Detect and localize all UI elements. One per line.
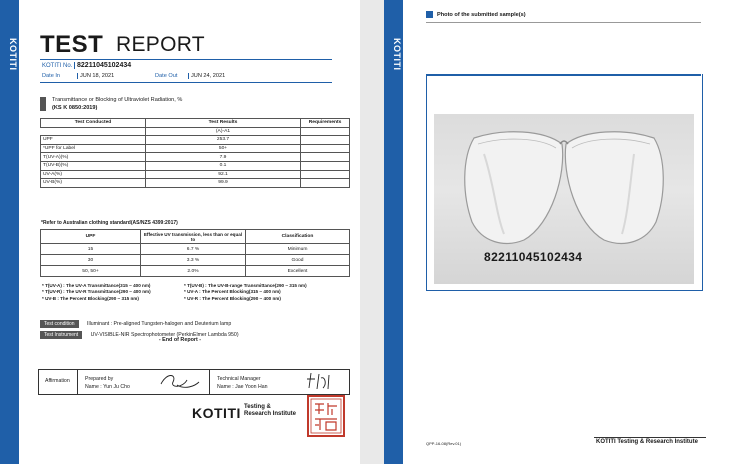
- row-name: UPF: [41, 136, 146, 145]
- prepared-by-label: Prepared by: [85, 376, 114, 382]
- table-row: [41, 127, 350, 136]
- photo-caption: 82211045102434: [484, 250, 583, 264]
- date-out-label: Date Out: [155, 73, 178, 79]
- note-item: * T(UV-A) : The UV-A Transmittance(315 ~ 400 nm): [42, 283, 151, 288]
- class-label: Good: [246, 255, 350, 266]
- footer-institute: [244, 404, 296, 418]
- affirmation-label: Affirmation: [45, 378, 70, 384]
- header-rule: [40, 59, 332, 60]
- results-table: [40, 118, 350, 188]
- sample-label: (A)-A1: [146, 127, 301, 136]
- table-row: [41, 266, 350, 277]
- report-number-row: [42, 62, 131, 69]
- photo-title: Photo of the submitted sample(s): [437, 12, 526, 18]
- classification-table: [40, 229, 350, 277]
- report-page-1: [0, 0, 360, 464]
- table-row: [41, 179, 350, 188]
- tech-manager-name: Name : Jae Yoon Han: [217, 384, 268, 390]
- date-out-row: [155, 73, 226, 79]
- col-upf: UPF: [41, 230, 141, 244]
- class-transmission: 6.7 %: [141, 244, 246, 255]
- test-instrument-text: UV-VISIBLE-NIR Spectrophotometer (PerkinElmer Lambda 950): [90, 332, 239, 338]
- report-page-2: [384, 0, 750, 464]
- title-test: TEST: [40, 31, 104, 58]
- tech-manager-signature: [301, 370, 341, 392]
- class-upf: 30: [41, 255, 141, 266]
- col-requirements: Requirements: [301, 119, 350, 128]
- class-upf: 50, 50+: [41, 266, 141, 277]
- class-label: Excellent: [246, 266, 350, 277]
- prepared-signature: [157, 370, 202, 392]
- affirmation-box: [38, 369, 350, 395]
- side-brand-bar: [0, 0, 19, 464]
- footer-institute-line1: Testing &: [244, 404, 271, 410]
- col-effective-transmission: Effective UV transmission, less than or equal to: [141, 230, 246, 244]
- report-number-label: KOTITI No.: [42, 63, 73, 69]
- table-row: [41, 255, 350, 266]
- row-value: 253.7: [146, 136, 301, 145]
- photo-title-rule: [426, 22, 701, 23]
- class-upf: 15: [41, 244, 141, 255]
- row-name: T(UV-B)(%): [41, 161, 146, 170]
- date-in: JUN 18, 2021: [77, 73, 114, 79]
- note-item: * UV-R : The Percent Blocking(290 ~ 400 nm): [184, 295, 281, 301]
- row-name: UV-B(%): [41, 179, 146, 188]
- row-name: UV-A(%): [41, 170, 146, 179]
- row-value: 7.9: [146, 153, 301, 162]
- class-transmission: 3.3 %: [141, 255, 246, 266]
- row-value: 0.1: [146, 161, 301, 170]
- table-row: [41, 144, 350, 153]
- note-item: * UV-B : The Percent Blocking(290 ~ 315 nm): [42, 295, 139, 301]
- row-value: 99.9: [146, 179, 301, 188]
- tech-manager-label: Technical Manager: [217, 376, 261, 382]
- class-transmission: 2.0%: [141, 266, 246, 277]
- row-name: T(UV-A)(%): [41, 153, 146, 162]
- form-code: QPP-16-08(Rev.01): [426, 441, 462, 446]
- side-logo: KOTITI: [392, 38, 402, 71]
- notes-left: [42, 283, 151, 302]
- col-test-conducted: Test Conducted: [41, 119, 146, 128]
- col-classification: Classification: [246, 230, 350, 244]
- side-logo: KOTITI: [8, 38, 18, 71]
- official-seal-stamp: [306, 394, 346, 438]
- table-row: [41, 244, 350, 255]
- reference-note: *Refer to Australian clothing standard(AS/NZS 4399:2017): [41, 220, 178, 226]
- col-test-results: Test Results: [146, 119, 301, 128]
- note-item: * UV-A : The Percent Blocking(315 ~ 400 nm): [184, 289, 281, 295]
- prepared-by-name: Name : Yun Ju Cho: [85, 384, 130, 390]
- title-report: REPORT: [116, 33, 205, 56]
- side-brand-bar: [384, 0, 403, 464]
- report-number: 82211045102434: [74, 62, 131, 69]
- section-standard: (KS K 0850:2019): [52, 105, 98, 111]
- results-header-row: [41, 119, 350, 128]
- table-row: [41, 170, 350, 179]
- photo-title-marker: [426, 11, 433, 18]
- note-item: * T(UV-B) : The UV-B-range Transmittance(290 ~ 315 nm): [184, 283, 307, 288]
- test-instrument-tag: Test Instrument: [40, 331, 82, 339]
- end-of-report: - End of Report -: [158, 337, 202, 343]
- row-value: 50+: [146, 144, 301, 153]
- date-out: JUN 24, 2021: [188, 73, 225, 79]
- classification-header-row: [41, 230, 350, 244]
- table-row: [41, 153, 350, 162]
- class-label: Minimum: [246, 244, 350, 255]
- header-rule-bottom: [40, 82, 332, 83]
- footer-logo: KOTITI: [192, 405, 241, 421]
- row-value: 92.1: [146, 170, 301, 179]
- row-name: *UPF for Label: [41, 144, 146, 153]
- date-in-row: [42, 73, 115, 79]
- note-item: * T(UV-R) : The UV-R Transmittance(290 ~ 400 nm): [42, 289, 151, 295]
- date-in-label: Date In: [42, 73, 61, 79]
- section-marker: [40, 97, 46, 111]
- footer-institute-line2: Research Institute: [244, 411, 297, 417]
- test-condition-tag: Test condition: [40, 320, 79, 328]
- notes-right: [184, 283, 307, 302]
- table-row: [41, 136, 350, 145]
- table-row: [41, 161, 350, 170]
- page2-footer: KOTITI Testing & Research Institute: [596, 439, 698, 445]
- test-condition-text: Illuminant : Pre-aligned Tungsten-halogen and Deuterium lamp: [87, 321, 232, 327]
- section-title: Transmittance or Blocking of Ultraviolet Radiation, %: [52, 97, 183, 103]
